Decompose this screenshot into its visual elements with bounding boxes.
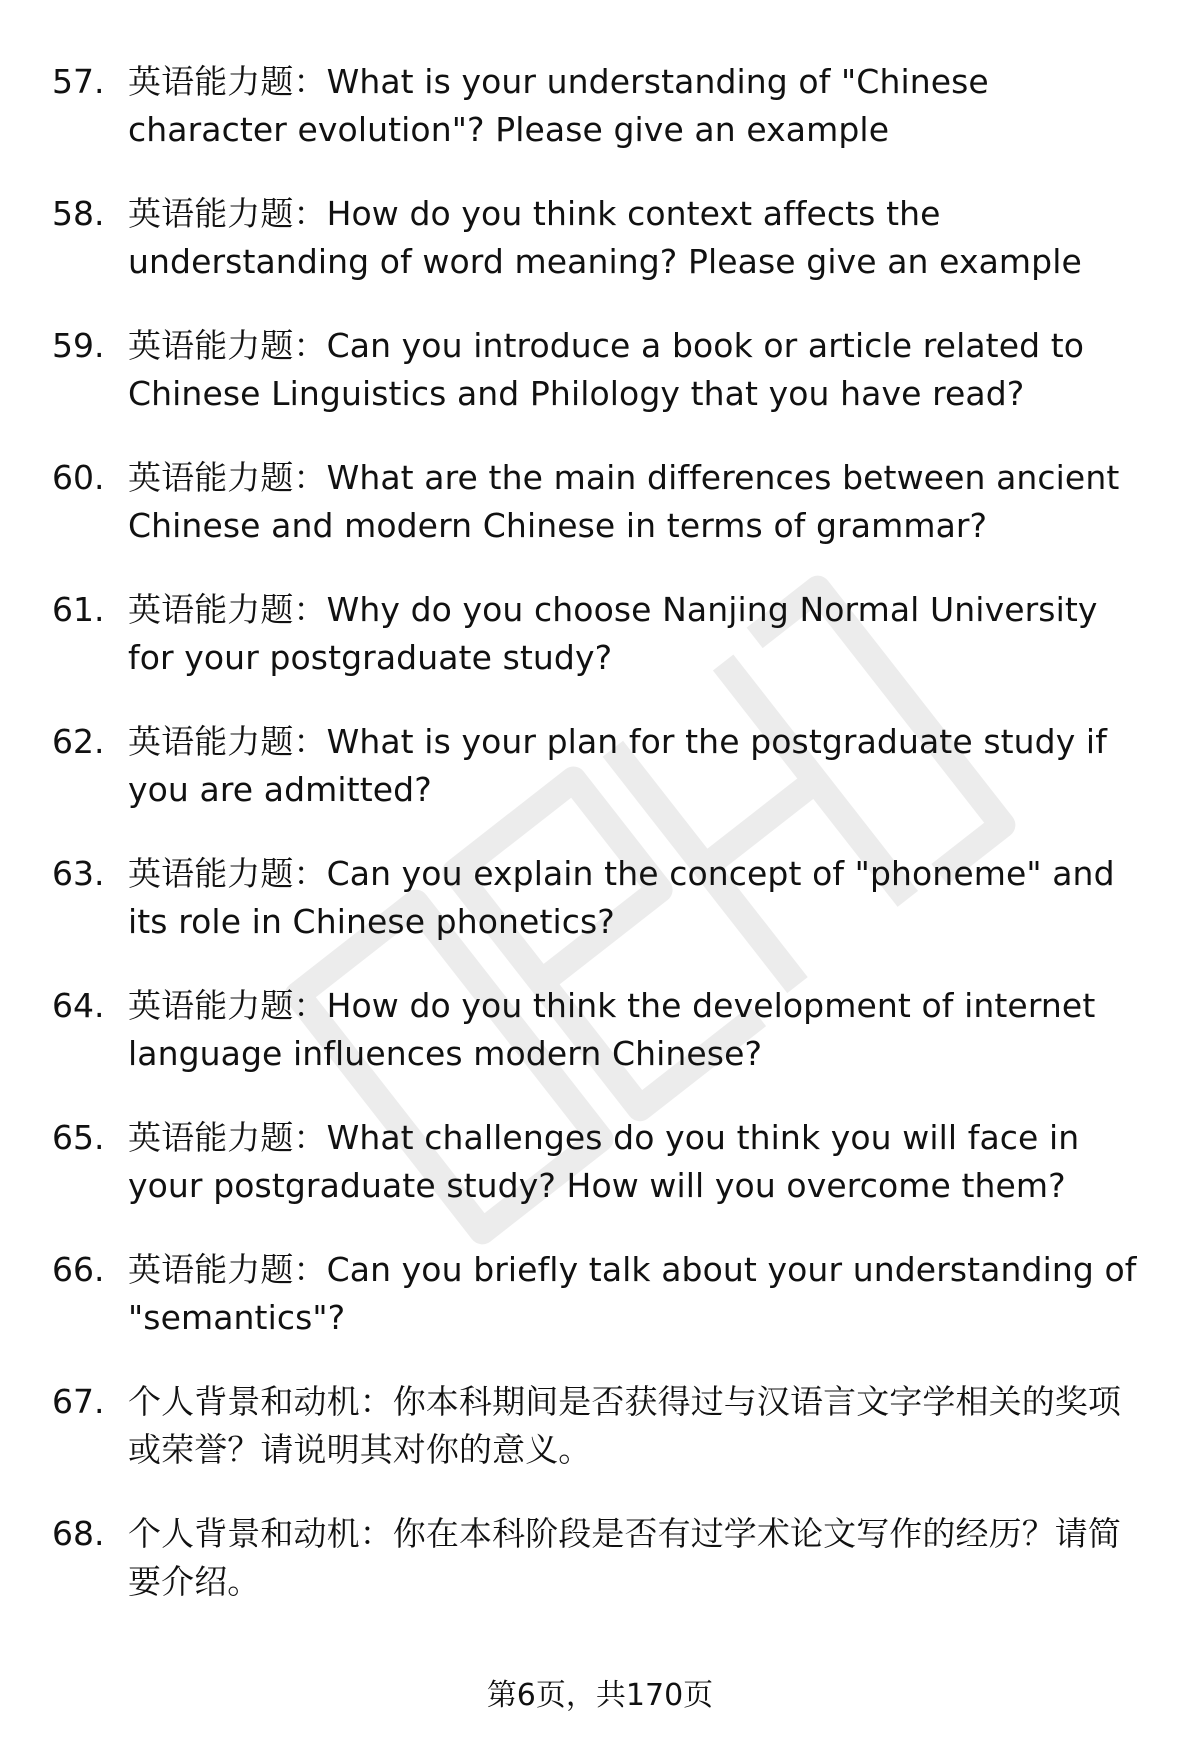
question-list [52, 58, 1152, 1642]
question-item [52, 586, 1152, 718]
question-item [52, 1246, 1152, 1378]
question-number: 57. [52, 62, 105, 101]
question-text: 英语能力题：Can you explain the concept of "phoneme" and its role in Chinese phonetics? [128, 854, 1115, 941]
question-item [52, 982, 1152, 1114]
question-number: 65. [52, 1118, 105, 1157]
page-footer: 第6页，共170页 [486, 1678, 714, 1713]
question-text: 英语能力题：Can you introduce a book or article related to Chinese Linguistics and Philology that you have read? [128, 326, 1085, 413]
question-item [52, 850, 1152, 982]
question-item [52, 454, 1152, 586]
question-number: 60. [52, 458, 105, 497]
question-text: 英语能力题：How do you think context affects the understanding of word meaning? Please give an example [128, 194, 1082, 281]
question-item [52, 322, 1152, 454]
question-text: 英语能力题：Why do you choose Nanjing Normal University for your postgraduate study? [128, 590, 1098, 677]
question-item [52, 1510, 1152, 1642]
question-number: 63. [52, 854, 105, 893]
question-number: 66. [52, 1250, 105, 1289]
question-item [52, 190, 1152, 322]
question-item [52, 718, 1152, 850]
question-number: 64. [52, 986, 105, 1025]
question-number: 58. [52, 194, 105, 233]
question-item [52, 1378, 1152, 1510]
question-text: 英语能力题：What is your understanding of "Chinese character evolution"? Please give an example [128, 62, 989, 149]
question-number: 61. [52, 590, 105, 629]
question-text: 个人背景和动机：你在本科阶段是否有过学术论文写作的经历？请简要介绍。 [128, 1514, 1121, 1601]
question-text: 个人背景和动机：你本科期间是否获得过与汉语言文字学相关的奖项或荣誉？请说明其对你的意义。 [128, 1382, 1121, 1469]
question-text: 英语能力题：What is your plan for the postgraduate study if you are admitted? [128, 722, 1107, 809]
question-item [52, 1114, 1152, 1246]
question-text: 英语能力题：What challenges do you think you will face in your postgraduate study? How will you overcome them? [128, 1118, 1080, 1205]
question-item [52, 58, 1152, 190]
question-text: 英语能力题：What are the main differences between ancient Chinese and modern Chinese in terms of grammar? [128, 458, 1120, 545]
question-text: 英语能力题：Can you briefly talk about your understanding of "semantics"? [128, 1250, 1137, 1337]
question-number: 62. [52, 722, 105, 761]
question-number: 68. [52, 1514, 105, 1553]
question-text: 英语能力题：How do you think the development of internet language influences modern Chinese? [128, 986, 1096, 1073]
question-number: 59. [52, 326, 105, 365]
question-number: 67. [52, 1382, 105, 1421]
